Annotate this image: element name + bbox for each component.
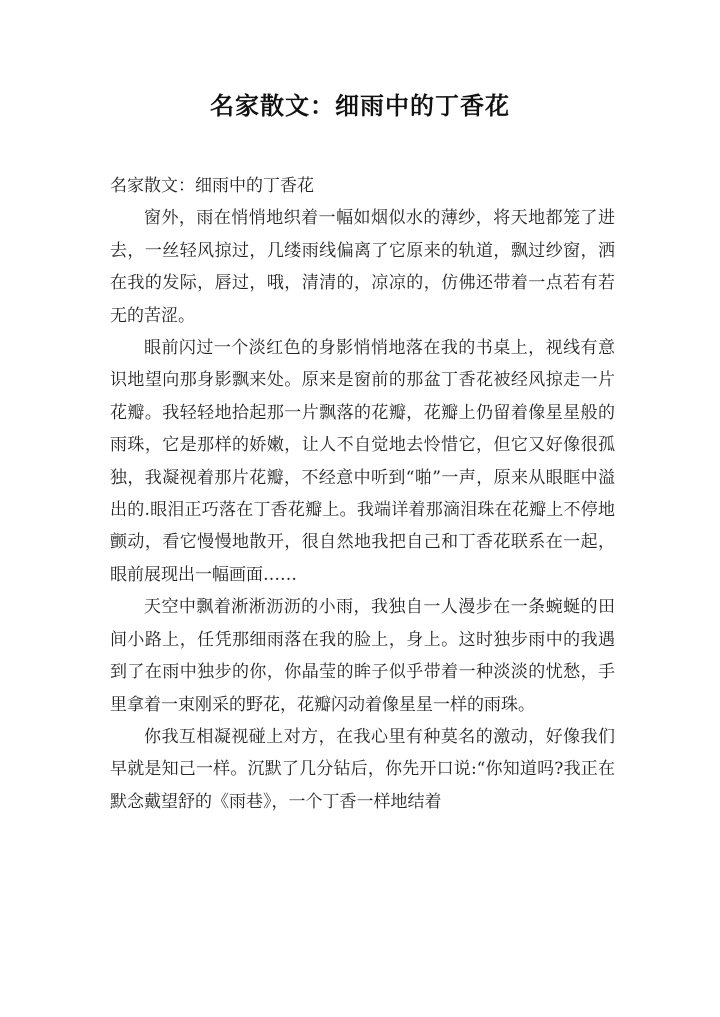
paragraph-2: 眼前闪过一个淡红色的身影悄悄地落在我的书桌上，视线有意识地望向那身影飘来处。原来是窗前的那盆丁香花被经风掠走一片花瓣。我轻轻地拾起那一片飘落的花瓣，花瓣上仍留着像星星般的雨珠，它是那样的娇嫩，让人不自觉地去怜惜它，但它又好像很孤独，我凝视着那片花瓣，不经意中听到“啪”一声，原来从眼眶中溢出的.眼泪正巧落在丁香花瓣上。我端详着那滴泪珠在花瓣上不停地颤动，看它慢慢地散开，很自然地我把自己和丁香花联系在一起，眼前展现出一幅画面…… <box>110 338 615 585</box>
paragraph-4: 你我互相凝视碰上对方，在我心里有种莫名的激动，好像我们早就是知己一样。沉默了几分钻后，你先开口说:“你知道吗?我正在默念戴望舒的《雨巷》，一个丁香一样地结着 <box>110 726 615 812</box>
document-title: 名家散文：细雨中的丁香花 <box>210 91 510 120</box>
paragraph-3: 天空中飘着淅淅沥沥的小雨，我独自一人漫步在一条蜿蜒的田间小路上，任凭那细雨落在我的脸上，身上。这时独步雨中的我遇到了在雨中独步的你，你晶莹的眸子似乎带着一种淡淡的忧愁，手里拿着一束刚采的野花，花瓣闪动着像星星一样的雨珠。 <box>110 597 615 715</box>
paragraph-1: 窗外，雨在悄悄地织着一幅如烟似水的薄纱，将天地都笼了进去，一丝轻风掠过，几缕雨线偏离了它原来的轨道，飘过纱窗，洒在我的发际，唇过，哦，清清的，凉凉的，仿佛还带着一点若有若无的苦涩。 <box>110 208 615 326</box>
document-body <box>110 170 615 818</box>
document-subtitle: 名家散文：细雨中的丁香花 <box>110 176 314 196</box>
